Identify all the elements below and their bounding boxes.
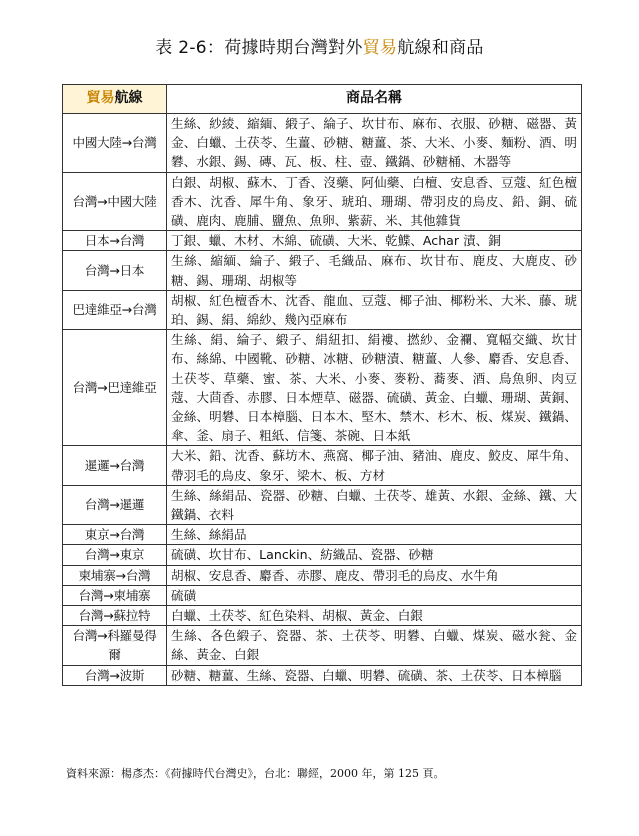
goods-cell: 生絲、絲絹品 (167, 525, 582, 545)
header-route-highlight: 貿易 (86, 90, 115, 107)
table-row (63, 172, 582, 231)
header-route (63, 85, 167, 114)
header-goods: 商品名稱 (167, 85, 582, 114)
route-cell: 日本→台灣 (63, 231, 167, 251)
route-cell: 台灣→柬埔寨 (63, 585, 167, 605)
table-row (63, 330, 582, 446)
route-cell: 台灣→中國大陸 (63, 172, 167, 231)
table-row (63, 114, 582, 173)
route-cell: 台灣→波斯 (63, 665, 167, 685)
goods-cell: 白銀、胡椒、蘇木、丁香、沒藥、阿仙藥、白檀、安息香、豆蔻、紅色檀香木、沈香、犀牛角、象牙、琥珀、珊瑚、帶羽皮的烏皮、鉛、銅、硫磺、鹿肉、鹿脯、鹽魚、魚卵、紫薪、米、其他雜貨 (167, 172, 582, 231)
table-row (63, 606, 582, 626)
table-row (63, 485, 582, 524)
table-row (63, 251, 582, 290)
route-cell: 台灣→日本 (63, 251, 167, 290)
header-route-suffix: 航線 (114, 90, 143, 107)
route-cell: 東京→台灣 (63, 525, 167, 545)
title-prefix: 表 2-6：荷據時期台灣對外 (155, 38, 363, 58)
table-title (0, 38, 639, 58)
route-cell: 台灣→東京 (63, 545, 167, 565)
goods-cell: 生絲、各色緞子、瓷器、茶、土茯苓、明礬、白蠟、煤炭、磁水瓮、金絲、黃金、白銀 (167, 626, 582, 665)
title-suffix: 航線和商品 (397, 38, 484, 58)
goods-cell: 生絲、絹、綸子、緞子、絹紐扣、絹褸、撚紗、金襴、寬幅交織、坎甘布、絲綿、中國靴、砂糖、冰糖、砂糖漬、糖薑、人參、麝香、安息香、土茯苓、草藥、蜜、茶、大米、小麥、麥粉、蕎麥、酒、鳥魚卵、肉豆蔻、大茴香、赤膠、日本煙草、磁器、硫磺、黃金、白蠟、珊瑚、黃銅、金絲、明礬、日本樟腦、日本木、堅木、禁木、杉木、板、煤炭、鐵鍋、傘、釜、扇子、粗紙、信箋、茶碗、日本紙 (167, 330, 582, 446)
table-row (63, 525, 582, 545)
table-row (63, 231, 582, 251)
table-row (63, 446, 582, 485)
goods-cell: 大米、鉛、沈香、蘇坊木、燕窩、椰子油、豬油、鹿皮、鮫皮、犀牛角、帶羽毛的烏皮、象牙、梁木、板、方材 (167, 446, 582, 485)
title-highlight: 貿易 (362, 38, 398, 58)
table-row (63, 565, 582, 585)
goods-cell: 硫磺 (167, 585, 582, 605)
goods-cell: 胡椒、紅色檀香木、沈香、龍血、豆蔻、椰子油、椰粉米、大米、藤、琥珀、錫、絹、綿紗、幾內亞麻布 (167, 290, 582, 329)
goods-cell: 白蠟、土茯苓、紅色染料、胡椒、黃金、白銀 (167, 606, 582, 626)
trade-routes-table (62, 84, 582, 686)
goods-cell: 生絲、紗綾、縮緬、緞子、綸子、坎甘布、麻布、衣服、砂糖、磁器、黃金、白蠟、土茯苓、生薑、砂糖、糖薑、茶、大米、小麥、麵粉、酒、明礬、水銀、錫、磚、瓦、板、柱、壺、鐵鍋、砂糖桶、木器等 (167, 114, 582, 173)
table-row (63, 290, 582, 329)
route-cell: 柬埔寨→台灣 (63, 565, 167, 585)
goods-cell: 胡椒、安息香、麝香、赤膠、鹿皮、帶羽毛的烏皮、水牛角 (167, 565, 582, 585)
goods-cell: 丁銀、蠟、木材、木綿、硫磺、大米、乾鰈、Achar 漬、銅 (167, 231, 582, 251)
goods-cell: 砂糖、糖薑、生絲、瓷器、白蠟、明礬、硫磺、茶、土茯苓、日本樟腦 (167, 665, 582, 685)
route-cell: 台灣→暹邏 (63, 485, 167, 524)
goods-cell: 生絲、絲絹品、瓷器、砂糖、白蠟、土茯苓、雄黃、水銀、金絲、鐵、大鐵鍋、衣料 (167, 485, 582, 524)
route-cell: 中國大陸→台灣 (63, 114, 167, 173)
header-row (63, 85, 582, 114)
table-row (63, 665, 582, 685)
table-row (63, 585, 582, 605)
route-cell: 巴達維亞→台灣 (63, 290, 167, 329)
route-cell: 暹邏→台灣 (63, 446, 167, 485)
source-note: 資料來源：楊彥杰：《荷據時代台灣史》，台北：聯經，2000 年，第 125 頁。 (66, 767, 445, 780)
route-cell: 台灣→科羅曼得爾 (63, 626, 167, 665)
goods-cell: 生絲、縮緬、綸子、緞子、毛織品、麻布、坎甘布、鹿皮、大鹿皮、砂糖、錫、珊瑚、胡椒等 (167, 251, 582, 290)
route-cell: 台灣→蘇拉特 (63, 606, 167, 626)
table-row (63, 545, 582, 565)
goods-cell: 硫磺、坎甘布、Lanckin、紡織品、瓷器、砂糖 (167, 545, 582, 565)
table-row (63, 626, 582, 665)
route-cell: 台灣→巴達維亞 (63, 330, 167, 446)
